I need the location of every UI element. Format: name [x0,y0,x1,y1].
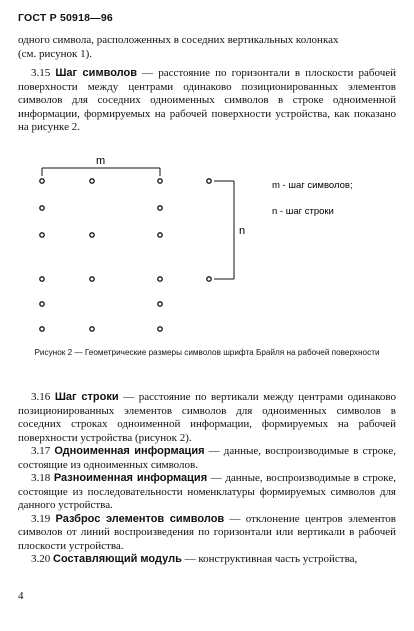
braille-dot [40,206,44,210]
braille-dot [40,302,44,306]
section-3-17 [18,445,396,472]
braille-dot [158,233,162,237]
braille-dot-grid [40,179,211,331]
term-heading: Разброс элементов символов [55,512,225,525]
braille-dot [40,233,44,237]
figure-caption: Рисунок 2 — Геометрические размеры символов шрифта Брайля на рабочей поверхности [34,348,380,357]
braille-dot [90,233,94,237]
intro-line-2: (см. рисунок 1). [18,47,93,60]
section-number: 3.16 [31,391,51,403]
definition-text: — данные, воспроизводимые в строке, состоящие из последовательности номенклатуры формируемых символов для данного устройства. [18,472,397,511]
braille-dot [158,327,162,331]
braille-dot [90,277,94,281]
braille-dot [90,179,94,183]
braille-dot [40,179,44,183]
section-3-20 [18,553,396,567]
legend-m: m - шаг символов; [272,180,353,191]
intro-line-1: одного символа, расположенных в соседних вертикальных колонках [18,34,339,46]
braille-dot [158,179,162,183]
definitions-list [18,391,396,567]
section-3-15 [18,67,396,135]
braille-dot [158,302,162,306]
braille-dot [158,206,162,210]
section-3-16 [18,391,396,445]
dimension-m-bracket [42,168,160,176]
braille-dot [207,277,211,281]
legend-n: n - шаг строки [272,206,334,217]
section-number: 3.20 [31,553,51,565]
section-number: 3.15 [31,67,51,79]
definition-text: — расстояние по горизонтали в плоскости рабочей поверхности между центрами одинаково позиционированных элементов символов для соседних одноименных символов в строке одноименной информации, формируемых на рабочей поверхности устройства, как показано на рисунке 2. [18,67,396,133]
label-m: m [96,155,106,167]
label-n: n [239,225,246,237]
definition-text: — отклонение центров элементов символов от линий воспроизведения по горизонтали или вертикали в рабочей плоскости устройства. [18,512,396,552]
term-heading: Составляющий модуль [53,553,182,565]
dimension-n-bracket [214,181,234,279]
section-number: 3.19 [31,512,51,525]
definition-text: — расстояние по вертикали между центрами одинаково позиционированных элементов символов для одноименных символов в соседних строках одноименной информации, формируемых на рабочей поверхности устройства (рисунок 2). [18,391,396,444]
section-3-19 [18,513,396,554]
definition-text: — данные, воспроизводимые в строке, состоящие из одноименных символов. [18,445,396,471]
term-heading: Одноименная информация [54,445,205,457]
term-heading: Шаг строки [54,391,119,403]
definition-text: — конструктивная часть устройства, [181,553,358,565]
term-heading: Шаг символов [55,67,137,79]
braille-dot [90,327,94,331]
section-number: 3.18 [31,472,51,484]
document-header: ГОСТ Р 50918—96 [18,12,113,24]
section-number: 3.17 [31,445,51,457]
section-3-18 [18,472,396,513]
braille-dot [158,277,162,281]
braille-dimensions-figure [0,150,414,350]
braille-dot [40,327,44,331]
braille-dot [207,179,211,183]
page-number: 4 [18,590,24,602]
intro-paragraph [18,34,396,61]
term-heading: Разноименная информация [53,472,208,484]
braille-dot [40,277,44,281]
